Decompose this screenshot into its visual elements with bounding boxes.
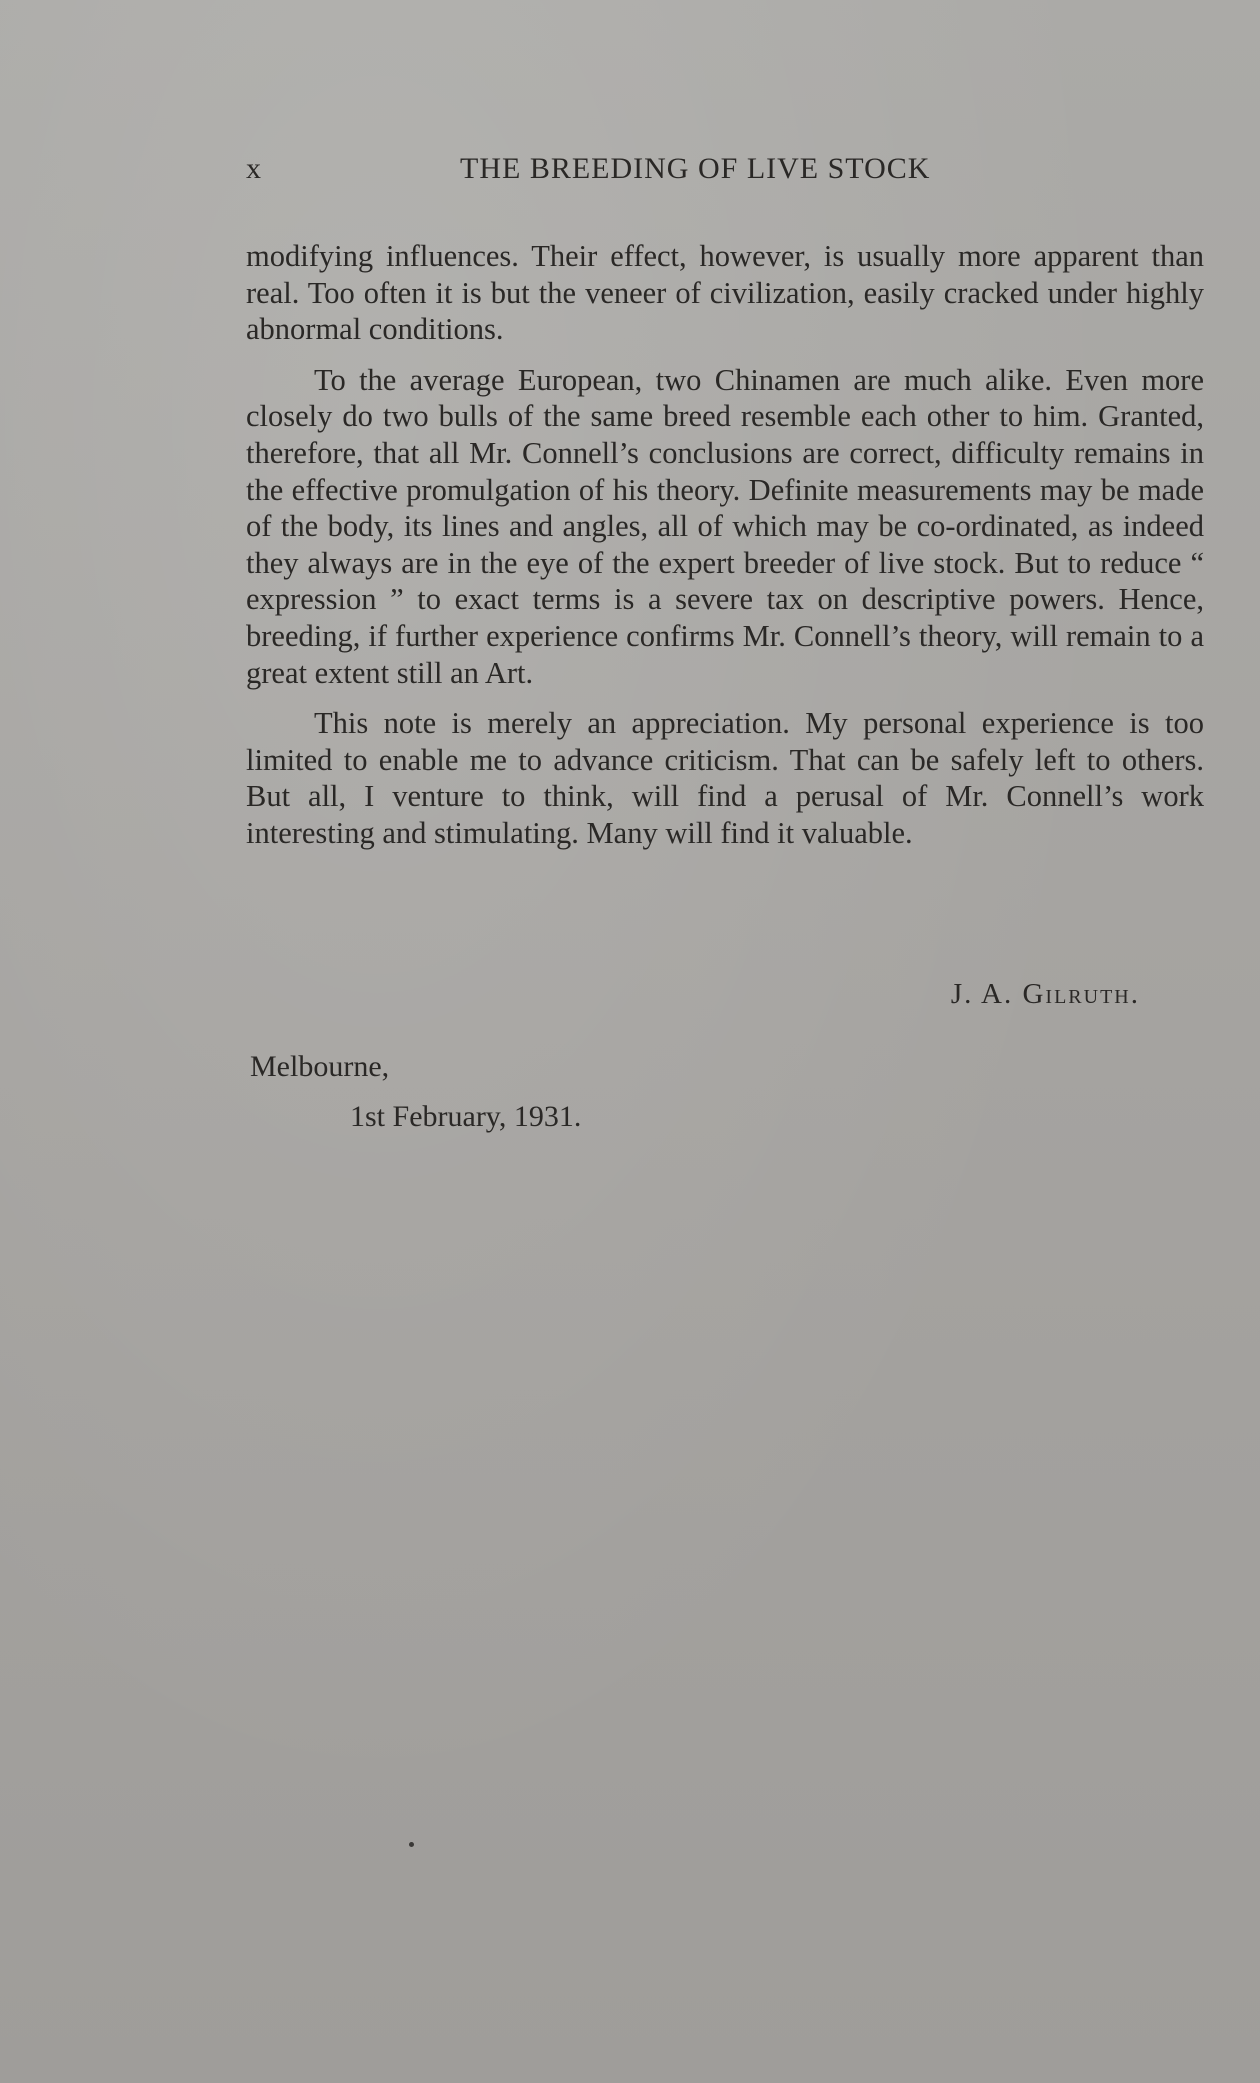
paragraph-2: To the average European, two Chinamen are much alike. Even more closely do two bulls of the same breed resemble each other to him. Granted, therefore, that all Mr. Connell’s conclusions are correct, difficulty remains in the effective promulgation of his theory. Definite measurements may be made of the body, its lines and angles, all of which may be co-ordinated, as indeed they always are in the eye of the expert breeder of live stock. But to reduce “ expression ” to exact terms is a severe tax on descriptive powers. Hence, breeding, if further experience confirms Mr. Connell’s theory, will remain to a great extent still an Art. <box>246 362 1204 690</box>
paragraph-1: modifying influences. Their effect, however, is usually more apparent than real. Too often it is but the veneer of civilization, easily cracked under highly abnormal conditions. <box>246 239 1204 347</box>
running-head: THE BREEDING OF LIVE STOCK <box>460 152 931 185</box>
signature-surname: Gilruth. <box>1022 978 1140 1010</box>
closing-place: Melbourne, <box>250 1050 390 1083</box>
signature <box>951 978 1140 1011</box>
paragraph-3: This note is merely an appreciation. My personal experience is too limited to enable me to advance criticism. That can be safely left to others. But all, I venture to think, will find a perusal of Mr. Connell’s work interesting and stimulating. Many will find it valuable. <box>246 706 1204 850</box>
signature-initials: J. A. <box>950 978 1014 1010</box>
body-text <box>246 238 1204 866</box>
page-number: x <box>246 152 262 185</box>
paper-speck <box>409 1842 414 1847</box>
closing-date: 1st February, 1931. <box>350 1100 582 1133</box>
page-header <box>246 152 1204 192</box>
